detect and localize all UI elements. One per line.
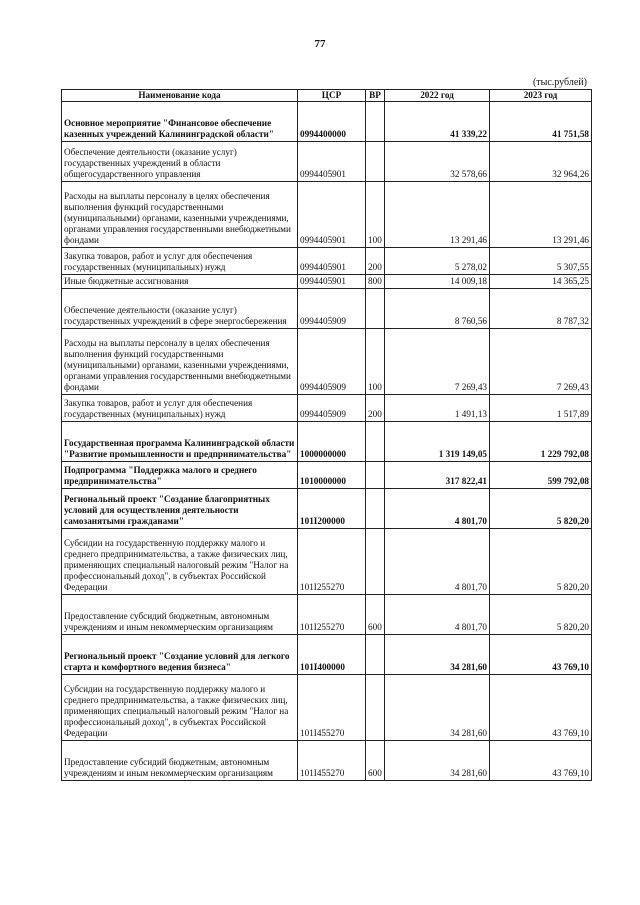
row-csr-cell: 0994405909 [298, 329, 366, 395]
row-name-cell: Иные бюджетные ассигнования [62, 275, 298, 289]
row-2023-cell: 5 820,20 [490, 489, 592, 529]
row-2022-cell: 317 822,41 [385, 462, 490, 489]
table-row [62, 675, 592, 741]
row-vr-cell [366, 289, 385, 329]
row-csr-cell: 0994400000 [298, 102, 366, 142]
units-note: (тыс.рублей) [532, 77, 587, 88]
header-name: Наименование кода [62, 90, 298, 102]
page-number: 77 [314, 38, 326, 50]
row-vr-cell [366, 102, 385, 142]
row-vr-cell [366, 489, 385, 529]
row-csr-cell: 101I400000 [298, 635, 366, 675]
row-vr-cell [366, 142, 385, 182]
row-vr-cell: 100 [366, 329, 385, 395]
table-row [62, 182, 592, 248]
table-row [62, 289, 592, 329]
row-2023-cell: 5 820,20 [490, 529, 592, 595]
row-2023-cell: 13 291,46 [490, 182, 592, 248]
row-name-cell: Субсидии на государственную поддержку малого и среднего предпринимательства, а также физических лиц, применяющих специальный налоговый режим "Налог на профессиональный доход", в субъектах Российской Федерации [62, 529, 298, 595]
row-2022-cell: 7 269,43 [385, 329, 490, 395]
row-2022-cell: 4 801,70 [385, 529, 490, 595]
row-name-cell: Основное мероприятие "Финансовое обеспечение казенных учреждений Калининградской области" [62, 102, 298, 142]
table-row [62, 529, 592, 595]
row-name-cell: Расходы на выплаты персоналу в целях обеспечения выполнения функций государственными (муниципальными) органами, казенными учреждениями, органами управления государственными внебюджетными фондами [62, 329, 298, 395]
row-csr-cell: 0994405909 [298, 395, 366, 422]
row-name-cell: Предоставление субсидий бюджетным, автономным учреждениям и иным некоммерческим организациям [62, 741, 298, 781]
row-name-cell: Обеспечение деятельности (оказание услуг) государственных учреждений в сфере энергосбережения [62, 289, 298, 329]
row-csr-cell: 0994405901 [298, 142, 366, 182]
row-2022-cell: 1 319 149,05 [385, 422, 490, 462]
row-csr-cell: 0994405901 [298, 275, 366, 289]
row-2022-cell: 4 801,70 [385, 595, 490, 635]
row-2023-cell: 1 229 792,08 [490, 422, 592, 462]
row-2023-cell: 7 269,43 [490, 329, 592, 395]
row-name-cell: Закупка товаров, работ и услуг для обеспечения государственных (муниципальных) нужд [62, 248, 298, 275]
header-2022: 2022 год [385, 90, 490, 102]
row-2023-cell: 14 365,25 [490, 275, 592, 289]
row-2023-cell: 1 517,89 [490, 395, 592, 422]
row-csr-cell: 101I455270 [298, 675, 366, 741]
row-name-cell: Подпрограмма "Поддержка малого и среднего предпринимательства" [62, 462, 298, 489]
row-vr-cell [366, 675, 385, 741]
table-row [62, 395, 592, 422]
row-2022-cell: 13 291,46 [385, 182, 490, 248]
table-row [62, 489, 592, 529]
table-row [62, 329, 592, 395]
row-name-cell: Обеспечение деятельности (оказание услуг) государственных учреждений в области общегосударственного управления [62, 142, 298, 182]
row-csr-cell: 0994405909 [298, 289, 366, 329]
header-vr: ВР [366, 90, 385, 102]
row-2023-cell: 8 787,32 [490, 289, 592, 329]
row-csr-cell: 1000000000 [298, 422, 366, 462]
table-row [62, 248, 592, 275]
row-2023-cell: 5 820,20 [490, 595, 592, 635]
row-2022-cell: 41 339,22 [385, 102, 490, 142]
row-name-cell: Закупка товаров, работ и услуг для обеспечения государственных (муниципальных) нужд [62, 395, 298, 422]
row-csr-cell: 101I255270 [298, 529, 366, 595]
row-2022-cell: 34 281,60 [385, 741, 490, 781]
row-2023-cell: 43 769,10 [490, 635, 592, 675]
table-row [62, 142, 592, 182]
table-row [62, 635, 592, 675]
row-2022-cell: 8 760,56 [385, 289, 490, 329]
row-2023-cell: 43 769,10 [490, 675, 592, 741]
row-2023-cell: 599 792,08 [490, 462, 592, 489]
row-name-cell: Региональный проект "Создание условий для легкого старта и комфортного ведения бизнеса" [62, 635, 298, 675]
row-2022-cell: 1 491,13 [385, 395, 490, 422]
row-csr-cell: 101I200000 [298, 489, 366, 529]
table-body [62, 102, 592, 781]
row-name-cell: Предоставление субсидий бюджетным, автономным учреждениям и иным некоммерческим организациям [62, 595, 298, 635]
row-vr-cell: 600 [366, 595, 385, 635]
row-csr-cell: 0994405901 [298, 182, 366, 248]
row-2022-cell: 34 281,60 [385, 635, 490, 675]
table-row [62, 102, 592, 142]
row-name-cell: Региональный проект "Создание благоприятных условий для осуществления деятельности самозанятыми гражданами" [62, 489, 298, 529]
table-row [62, 462, 592, 489]
budget-table [61, 89, 592, 781]
row-name-cell: Субсидии на государственную поддержку малого и среднего предпринимательства, а также физических лиц, применяющих специальный налоговый режим "Налог на профессиональный доход", в субъектах Российской Федерации [62, 675, 298, 741]
header-2023: 2023 год [490, 90, 592, 102]
row-2022-cell: 4 801,70 [385, 489, 490, 529]
row-csr-cell: 101I455270 [298, 741, 366, 781]
row-vr-cell [366, 422, 385, 462]
row-csr-cell: 1010000000 [298, 462, 366, 489]
row-2023-cell: 5 307,55 [490, 248, 592, 275]
row-vr-cell: 100 [366, 182, 385, 248]
table-row [62, 275, 592, 289]
row-2022-cell: 32 578,66 [385, 142, 490, 182]
table-row [62, 422, 592, 462]
row-2023-cell: 43 769,10 [490, 741, 592, 781]
row-vr-cell [366, 635, 385, 675]
header-csr: ЦСР [298, 90, 366, 102]
row-vr-cell: 200 [366, 395, 385, 422]
table-header-row [62, 90, 592, 102]
row-name-cell: Расходы на выплаты персоналу в целях обеспечения выполнения функций государственными (муниципальными) органами, казенными учреждениями, органами управления государственными внебюджетными фондами [62, 182, 298, 248]
row-vr-cell [366, 529, 385, 595]
row-vr-cell: 200 [366, 248, 385, 275]
row-2022-cell: 14 009,18 [385, 275, 490, 289]
row-2022-cell: 34 281,60 [385, 675, 490, 741]
row-vr-cell [366, 462, 385, 489]
row-vr-cell: 800 [366, 275, 385, 289]
table-row [62, 741, 592, 781]
row-csr-cell: 0994405901 [298, 248, 366, 275]
row-name-cell: Государственная программа Калининградской области "Развитие промышленности и предпринимательства" [62, 422, 298, 462]
row-2023-cell: 41 751,58 [490, 102, 592, 142]
row-csr-cell: 101I255270 [298, 595, 366, 635]
table-row [62, 595, 592, 635]
row-vr-cell: 600 [366, 741, 385, 781]
row-2023-cell: 32 964,26 [490, 142, 592, 182]
row-2022-cell: 5 278,02 [385, 248, 490, 275]
